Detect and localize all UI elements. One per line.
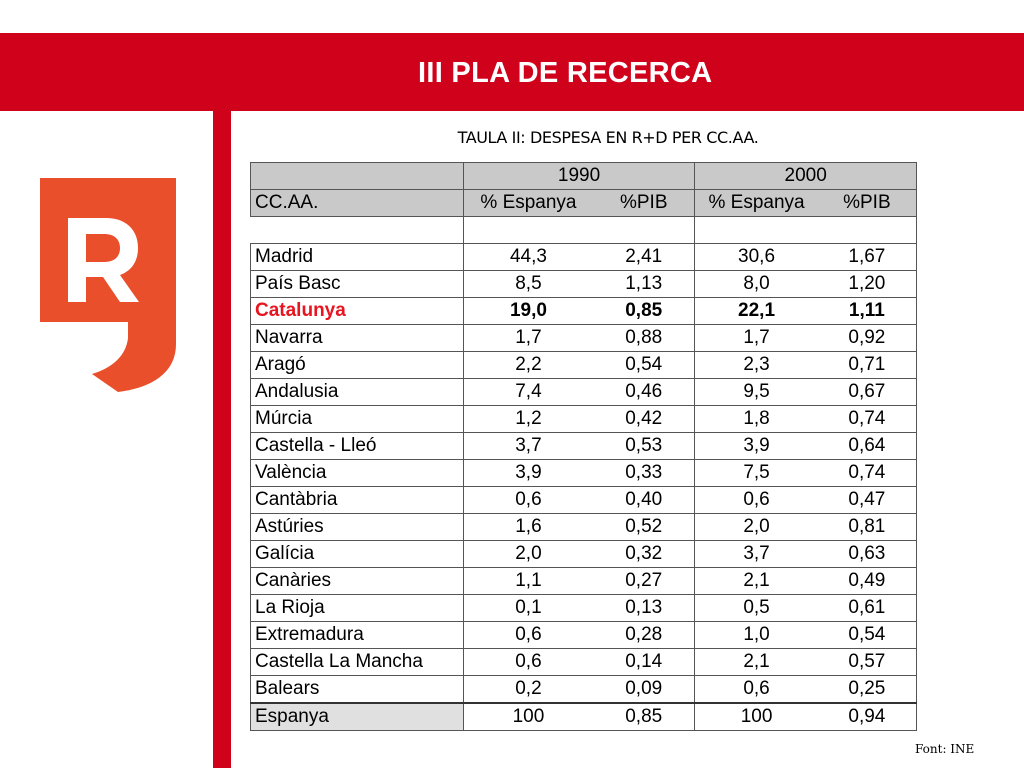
- pct-gdp-1990-header: %PIB: [593, 190, 695, 217]
- pct-spain-1990-cell: 7,4: [463, 379, 593, 406]
- table-row: [251, 271, 917, 298]
- pct-gdp-2000-cell: 1,67: [818, 244, 917, 271]
- pct-spain-1990-cell: 0,6: [463, 622, 593, 649]
- rd-spending-table: [250, 162, 917, 731]
- pct-gdp-2000-cell: 0,94: [818, 703, 917, 731]
- pct-spain-1990-cell: 44,3: [463, 244, 593, 271]
- total-row: [251, 703, 917, 731]
- pct-spain-1990-cell: 3,9: [463, 460, 593, 487]
- pct-spain-1990-cell: 3,7: [463, 433, 593, 460]
- pct-gdp-1990-cell: 0,42: [593, 406, 695, 433]
- table-row: [251, 325, 917, 352]
- page-title: III PLA DE RECERCA: [418, 57, 713, 89]
- table-row: [251, 595, 917, 622]
- pct-spain-2000-cell: 0,6: [695, 487, 818, 514]
- region-name-cell: Cantàbria: [251, 487, 464, 514]
- pct-spain-1990-cell: 2,2: [463, 352, 593, 379]
- pct-gdp-1990-cell: 0,85: [593, 298, 695, 325]
- pct-gdp-1990-cell: 0,13: [593, 595, 695, 622]
- table-row: [251, 379, 917, 406]
- pct-spain-2000-cell: 1,7: [695, 325, 818, 352]
- pct-gdp-2000-cell: 0,71: [818, 352, 917, 379]
- pct-spain-1990-cell: 0,6: [463, 487, 593, 514]
- table-row: [251, 298, 917, 325]
- pct-gdp-2000-cell: 0,64: [818, 433, 917, 460]
- pct-gdp-1990-cell: 0,09: [593, 676, 695, 704]
- pct-gdp-2000-cell: 1,11: [818, 298, 917, 325]
- source-note: Font: INE: [915, 742, 975, 756]
- pct-spain-2000-cell: 1,0: [695, 622, 818, 649]
- pct-gdp-2000-cell: 0,49: [818, 568, 917, 595]
- table-row: [251, 676, 917, 704]
- pct-gdp-1990-cell: 0,14: [593, 649, 695, 676]
- region-name-cell: Castella La Mancha: [251, 649, 464, 676]
- column-header-row: [251, 190, 917, 217]
- pct-spain-2000-cell: 0,5: [695, 595, 818, 622]
- pct-gdp-2000-cell: 0,92: [818, 325, 917, 352]
- region-name-cell: Castella - Lleó: [251, 433, 464, 460]
- table-row: [251, 406, 917, 433]
- pct-gdp-1990-cell: 0,32: [593, 541, 695, 568]
- pct-spain-1990-cell: 100: [463, 703, 593, 731]
- region-column-header: CC.AA.: [251, 190, 464, 217]
- pct-gdp-2000-cell: 0,63: [818, 541, 917, 568]
- spacer-cell: [251, 217, 464, 244]
- pct-gdp-2000-cell: 1,20: [818, 271, 917, 298]
- region-name-cell: València: [251, 460, 464, 487]
- year-header-row: [251, 163, 917, 190]
- pct-gdp-2000-cell: 0,61: [818, 595, 917, 622]
- pct-gdp-2000-cell: 0,25: [818, 676, 917, 704]
- region-name-cell: Extremadura: [251, 622, 464, 649]
- pct-gdp-2000-cell: 0,57: [818, 649, 917, 676]
- spacer-cell: [695, 217, 917, 244]
- pct-spain-1990-cell: 0,2: [463, 676, 593, 704]
- region-name-cell: Múrcia: [251, 406, 464, 433]
- vertical-accent-bar: [213, 111, 231, 768]
- pct-spain-2000-cell: 2,0: [695, 514, 818, 541]
- pct-spain-2000-cell: 2,1: [695, 568, 818, 595]
- pct-gdp-2000-cell: 0,74: [818, 460, 917, 487]
- region-name-cell: Balears: [251, 676, 464, 704]
- year-1990-header: 1990: [463, 163, 695, 190]
- region-name-cell: Navarra: [251, 325, 464, 352]
- pct-spain-1990-header: % Espanya: [463, 190, 593, 217]
- pct-spain-2000-cell: 9,5: [695, 379, 818, 406]
- pct-spain-1990-cell: 19,0: [463, 298, 593, 325]
- spacer-row: [251, 217, 917, 244]
- pct-spain-2000-cell: 1,8: [695, 406, 818, 433]
- region-name-cell: Madrid: [251, 244, 464, 271]
- pct-gdp-1990-cell: 0,85: [593, 703, 695, 731]
- region-name-cell: Espanya: [251, 703, 464, 731]
- pct-gdp-1990-cell: 0,28: [593, 622, 695, 649]
- pct-spain-2000-cell: 30,6: [695, 244, 818, 271]
- region-name-cell: Aragó: [251, 352, 464, 379]
- pct-gdp-2000-cell: 0,74: [818, 406, 917, 433]
- pct-spain-2000-cell: 22,1: [695, 298, 818, 325]
- pct-spain-1990-cell: 0,1: [463, 595, 593, 622]
- corner-cell: [251, 163, 464, 190]
- region-name-cell: Astúries: [251, 514, 464, 541]
- pct-spain-2000-cell: 3,7: [695, 541, 818, 568]
- table-row: [251, 460, 917, 487]
- pct-gdp-1990-cell: 0,88: [593, 325, 695, 352]
- pct-gdp-1990-cell: 0,46: [593, 379, 695, 406]
- table-row: [251, 433, 917, 460]
- pct-spain-2000-cell: 0,6: [695, 676, 818, 704]
- table-row: [251, 622, 917, 649]
- pct-gdp-1990-cell: 0,27: [593, 568, 695, 595]
- pct-spain-1990-cell: 1,2: [463, 406, 593, 433]
- table-row: [251, 487, 917, 514]
- table-title: TAULA II: DESPESA EN R+D PER CC.AA.: [457, 128, 759, 147]
- table-row: [251, 244, 917, 271]
- pct-gdp-1990-cell: 0,54: [593, 352, 695, 379]
- pct-spain-2000-cell: 2,3: [695, 352, 818, 379]
- pct-gdp-2000-cell: 0,47: [818, 487, 917, 514]
- pct-spain-2000-cell: 2,1: [695, 649, 818, 676]
- region-name-cell: Catalunya: [251, 298, 464, 325]
- pct-gdp-1990-cell: 1,13: [593, 271, 695, 298]
- year-2000-header: 2000: [695, 163, 917, 190]
- pct-spain-2000-cell: 3,9: [695, 433, 818, 460]
- region-name-cell: País Basc: [251, 271, 464, 298]
- pct-gdp-1990-cell: 0,40: [593, 487, 695, 514]
- table-row: [251, 649, 917, 676]
- pct-spain-1990-cell: 1,6: [463, 514, 593, 541]
- pct-spain-1990-cell: 1,7: [463, 325, 593, 352]
- pct-spain-2000-cell: 8,0: [695, 271, 818, 298]
- pct-spain-2000-header: % Espanya: [695, 190, 818, 217]
- pct-spain-2000-cell: 7,5: [695, 460, 818, 487]
- region-name-cell: Galícia: [251, 541, 464, 568]
- pct-gdp-2000-cell: 0,54: [818, 622, 917, 649]
- table-row: [251, 568, 917, 595]
- region-name-cell: La Rioja: [251, 595, 464, 622]
- pct-spain-1990-cell: 2,0: [463, 541, 593, 568]
- pct-gdp-1990-cell: 0,33: [593, 460, 695, 487]
- pct-gdp-2000-header: %PIB: [818, 190, 917, 217]
- pct-spain-1990-cell: 8,5: [463, 271, 593, 298]
- table-row: [251, 352, 917, 379]
- pct-spain-1990-cell: 0,6: [463, 649, 593, 676]
- region-name-cell: Andalusia: [251, 379, 464, 406]
- pct-gdp-2000-cell: 0,67: [818, 379, 917, 406]
- pct-gdp-1990-cell: 2,41: [593, 244, 695, 271]
- region-name-cell: Canàries: [251, 568, 464, 595]
- pct-spain-1990-cell: 1,1: [463, 568, 593, 595]
- table-row: [251, 514, 917, 541]
- pct-spain-2000-cell: 100: [695, 703, 818, 731]
- table-row: [251, 541, 917, 568]
- spacer-cell: [463, 217, 695, 244]
- r-comma-logo-icon: [40, 178, 176, 394]
- pct-gdp-2000-cell: 0,81: [818, 514, 917, 541]
- pct-gdp-1990-cell: 0,52: [593, 514, 695, 541]
- pct-gdp-1990-cell: 0,53: [593, 433, 695, 460]
